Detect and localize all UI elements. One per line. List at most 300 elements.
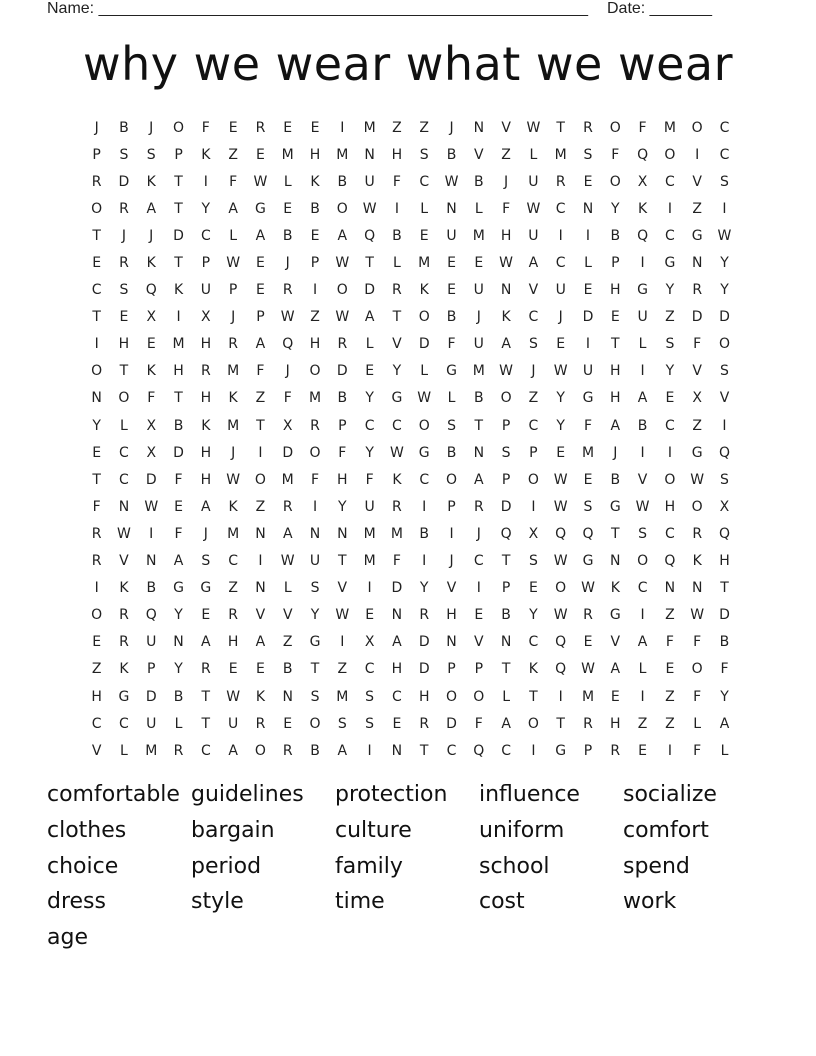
grid-letter: O: [309, 363, 321, 380]
grid-letter: R: [91, 525, 102, 542]
grid-letter: I: [722, 417, 727, 434]
grid-letter: B: [446, 146, 457, 163]
grid-letter: H: [391, 661, 403, 678]
grid-letter: X: [528, 525, 539, 542]
grid-letter: W: [280, 553, 295, 570]
grid-letter: Y: [419, 580, 429, 597]
grid-letter: R: [200, 661, 211, 678]
grid-letter: Q: [637, 227, 649, 244]
grid-letter: B: [419, 525, 430, 542]
grid-letter: N: [500, 282, 512, 299]
grid-letter: O: [173, 119, 185, 136]
grid-letter: A: [364, 309, 375, 326]
grid-letter: P: [583, 742, 593, 759]
grid-letter: E: [310, 227, 320, 244]
grid-letter: N: [255, 580, 266, 597]
grid-letter: P: [338, 417, 347, 434]
grid-letter: R: [119, 607, 129, 624]
grid-letter: T: [419, 742, 429, 759]
grid-letter: T: [201, 715, 211, 732]
grid-letter: E: [365, 607, 375, 624]
grid-letter: Q: [145, 282, 157, 299]
grid-letter: I: [667, 200, 672, 217]
grid-letter: R: [282, 498, 293, 515]
grid-row: [83, 412, 743, 439]
grid-letter: S: [583, 146, 593, 163]
grid-letter: J: [94, 119, 99, 136]
grid-letter: G: [309, 634, 321, 651]
grid-letter: F: [693, 688, 702, 705]
grid-letter: F: [147, 390, 156, 407]
grid-letter: G: [664, 255, 676, 272]
grid-letter: V: [501, 119, 511, 136]
grid-letter: A: [528, 255, 539, 272]
grid-letter: I: [640, 688, 645, 705]
grid-letter: N: [255, 525, 266, 542]
grid-letter: G: [637, 282, 649, 299]
grid-letter: Q: [637, 146, 649, 163]
grid-letter: F: [638, 119, 647, 136]
grid-letter: L: [720, 742, 729, 759]
grid-letter: M: [554, 146, 567, 163]
grid-letter: P: [474, 661, 484, 678]
grid-letter: H: [391, 146, 403, 163]
grid-letter: H: [91, 688, 102, 705]
grid-letter: H: [500, 227, 512, 244]
grid-letter: O: [664, 471, 676, 488]
grid-letter: I: [640, 444, 645, 461]
grid-letter: L: [638, 661, 647, 678]
grid-letter: N: [691, 580, 703, 597]
grid-letter: B: [173, 688, 184, 705]
grid-letter: R: [583, 715, 593, 732]
grid-letter: T: [474, 417, 484, 434]
grid-letter: H: [719, 553, 730, 570]
grid-letter: R: [119, 634, 129, 651]
grid-letter: E: [583, 634, 593, 651]
grid-letter: Z: [337, 661, 348, 678]
grid-letter: R: [392, 498, 402, 515]
grid-letter: U: [555, 282, 566, 299]
grid-letter: K: [173, 282, 184, 299]
grid-letter: O: [664, 146, 676, 163]
grid-letter: V: [637, 471, 648, 488]
grid-letter: L: [229, 227, 238, 244]
grid-letter: P: [447, 498, 456, 515]
grid-letter: S: [119, 282, 129, 299]
grid-row: [83, 249, 743, 276]
grid-letter: F: [229, 173, 238, 190]
grid-letter: X: [146, 417, 157, 434]
grid-letter: S: [365, 715, 375, 732]
grid-letter: F: [201, 119, 210, 136]
grid-letter: S: [119, 146, 129, 163]
grid-letter: E: [365, 363, 375, 380]
grid-letter: E: [447, 282, 456, 299]
grid-row: [83, 466, 743, 493]
grid-letter: V: [692, 363, 702, 380]
grid-letter: I: [149, 525, 154, 542]
grid-letter: S: [720, 471, 729, 488]
grid-letter: A: [228, 742, 238, 759]
grid-letter: Z: [255, 390, 266, 407]
grid-row: [83, 277, 743, 304]
grid-letter: K: [528, 661, 538, 678]
grid-letter: U: [146, 715, 157, 732]
grid-row: [83, 548, 743, 575]
grid-letter: X: [719, 498, 730, 515]
grid-letter: O: [118, 390, 130, 407]
word-bank-item: guidelines: [191, 782, 304, 807]
word-bank-item: choice: [47, 853, 119, 879]
grid-letter: G: [582, 390, 594, 407]
grid-letter: J: [449, 553, 454, 570]
grid-letter: Q: [500, 525, 512, 542]
grid-letter: M: [227, 417, 240, 434]
grid-letter: C: [473, 553, 484, 570]
grid-letter: O: [336, 200, 348, 217]
grid-letter: W: [253, 173, 268, 190]
grid-letter: I: [367, 580, 372, 597]
grid-letter: L: [693, 715, 702, 732]
grid-letter: S: [201, 553, 211, 570]
grid-letter: B: [146, 580, 157, 597]
grid-letter: Z: [310, 309, 320, 326]
grid-letter: R: [173, 742, 184, 759]
grid-letter: W: [226, 688, 241, 705]
grid-letter: A: [474, 471, 484, 488]
grid-letter: G: [609, 498, 621, 515]
grid-letter: Y: [174, 661, 183, 678]
grid-letter: T: [174, 255, 183, 272]
grid-letter: I: [558, 227, 563, 244]
grid-letter: P: [529, 444, 538, 461]
grid-letter: D: [691, 309, 703, 326]
grid-letter: A: [337, 742, 348, 759]
grid-letter: D: [336, 363, 348, 380]
grid-letter: H: [200, 336, 212, 353]
word-bank-item: influence: [479, 782, 580, 807]
grid-letter: A: [146, 200, 157, 217]
grid-letter: R: [228, 607, 238, 624]
grid-letter: E: [256, 146, 265, 163]
grid-letter: R: [119, 200, 129, 217]
grid-letter: H: [200, 444, 212, 461]
grid-letter: I: [176, 309, 181, 326]
grid-letter: J: [476, 309, 481, 326]
grid-letter: C: [392, 688, 402, 705]
grid-letter: Z: [665, 688, 675, 705]
grid-letter: F: [720, 661, 729, 678]
grid-letter: I: [367, 742, 372, 759]
grid-letter: B: [310, 742, 320, 759]
name-field-label: Name: _______________________________________________________: [47, 0, 588, 17]
grid-letter: R: [119, 255, 129, 272]
grid-letter: S: [638, 525, 648, 542]
grid-letter: L: [638, 336, 647, 353]
grid-letter: R: [282, 742, 293, 759]
grid-letter: C: [719, 119, 730, 136]
word-bank-item: cost: [479, 889, 525, 915]
grid-row: [83, 439, 743, 466]
grid-letter: Y: [720, 688, 729, 705]
grid-letter: Y: [392, 363, 402, 380]
grid-letter: M: [363, 525, 376, 542]
grid-letter: Z: [665, 715, 675, 732]
grid-letter: I: [558, 688, 563, 705]
grid-letter: L: [283, 580, 292, 597]
grid-letter: U: [637, 309, 648, 326]
grid-letter: N: [118, 498, 130, 515]
grid-letter: X: [692, 390, 702, 407]
puzzle-title: why we wear what we wear: [82, 37, 733, 91]
grid-letter: F: [583, 417, 593, 434]
grid-letter: T: [92, 227, 101, 244]
grid-letter: E: [283, 119, 293, 136]
grid-letter: E: [474, 255, 484, 272]
grid-letter: C: [91, 282, 102, 299]
grid-letter: U: [364, 173, 375, 190]
grid-letter: W: [690, 607, 705, 624]
grid-letter: P: [256, 309, 265, 326]
grid-letter: M: [145, 742, 158, 759]
grid-letter: D: [719, 607, 730, 624]
grid-letter: A: [255, 227, 266, 244]
grid-letter: P: [501, 580, 511, 597]
grid-letter: I: [394, 200, 399, 217]
grid-letter: I: [258, 444, 263, 461]
grid-letter: R: [337, 336, 348, 353]
grid-letter: W: [117, 525, 131, 542]
grid-letter: D: [118, 173, 130, 190]
grid-letter: A: [228, 200, 238, 217]
grid-letter: H: [118, 336, 130, 353]
grid-letter: G: [118, 688, 130, 705]
grid-letter: M: [336, 688, 349, 705]
grid-letter: O: [527, 715, 539, 732]
grid-letter: B: [610, 471, 621, 488]
grid-letter: R: [583, 119, 593, 136]
grid-letter: A: [610, 661, 621, 678]
grid-letter: D: [173, 227, 184, 244]
grid-letter: R: [91, 173, 102, 190]
grid-letter: L: [420, 200, 429, 217]
word-bank-item: clothes: [47, 817, 127, 843]
grid-letter: D: [282, 444, 294, 461]
word-bank-item: time: [335, 889, 385, 915]
grid-letter: U: [200, 282, 211, 299]
grid-letter: C: [419, 173, 430, 190]
grid-letter: S: [720, 363, 729, 380]
grid-letter: R: [419, 715, 430, 732]
grid-letter: W: [280, 309, 295, 326]
grid-letter: L: [120, 742, 128, 759]
grid-letter: U: [446, 227, 457, 244]
grid-letter: O: [473, 688, 485, 705]
grid-letter: F: [447, 336, 456, 353]
word-bank-item: family: [335, 853, 403, 879]
grid-letter: X: [364, 634, 375, 651]
grid-letter: V: [446, 580, 457, 597]
grid-letter: M: [336, 146, 349, 163]
grid-row: [83, 602, 743, 629]
grid-row: [83, 168, 743, 195]
grid-letter: F: [392, 553, 401, 570]
grid-letter: C: [200, 227, 211, 244]
grid-letter: I: [585, 227, 591, 244]
grid-letter: L: [120, 417, 128, 434]
grid-letter: V: [337, 580, 348, 597]
grid-letter: C: [119, 715, 129, 732]
grid-letter: E: [228, 661, 238, 678]
grid-letter: O: [718, 336, 730, 353]
word-bank-item: dress: [47, 889, 106, 915]
grid-letter: E: [228, 119, 238, 136]
grid-letter: S: [310, 580, 320, 597]
grid-letter: T: [174, 200, 183, 217]
grid-letter: N: [473, 119, 485, 136]
grid-letter: D: [719, 309, 730, 326]
word-bank-item: work: [623, 889, 677, 915]
grid-letter: O: [637, 553, 649, 570]
grid-letter: E: [283, 200, 293, 217]
grid-letter: I: [722, 200, 727, 217]
grid-letter: W: [690, 471, 705, 488]
grid-letter: T: [119, 363, 129, 380]
grid-letter: F: [338, 444, 347, 461]
grid-letter: W: [144, 498, 159, 515]
grid-letter: I: [312, 498, 318, 515]
grid-letter: H: [337, 471, 348, 488]
grid-letter: J: [149, 227, 154, 244]
grid-letter: M: [281, 471, 294, 488]
grid-letter: F: [310, 471, 320, 488]
grid-letter: D: [500, 498, 512, 515]
grid-letter: M: [363, 119, 376, 136]
grid-letter: D: [391, 580, 403, 597]
grid-letter: E: [556, 444, 566, 461]
grid-letter: J: [449, 119, 454, 136]
grid-letter: E: [447, 255, 456, 272]
grid-letter: V: [392, 336, 402, 353]
grid-letter: H: [418, 688, 430, 705]
grid-letter: Q: [364, 227, 376, 244]
grid-letter: M: [472, 363, 485, 380]
grid-letter: K: [255, 688, 266, 705]
word-bank-item: culture: [335, 817, 412, 843]
grid-letter: E: [583, 471, 593, 488]
grid-letter: K: [201, 146, 211, 163]
grid-letter: E: [392, 715, 402, 732]
grid-letter: F: [92, 498, 101, 515]
grid-letter: B: [337, 173, 348, 190]
grid-letter: W: [499, 363, 514, 380]
grid-letter: V: [282, 607, 293, 624]
grid-letter: T: [720, 580, 729, 597]
grid-letter: U: [228, 715, 239, 732]
grid-letter: G: [446, 363, 457, 380]
grid-letter: C: [528, 417, 539, 434]
grid-letter: G: [609, 607, 621, 624]
grid-letter: B: [637, 417, 648, 434]
grid-letter: K: [637, 200, 648, 217]
grid-letter: F: [174, 525, 183, 542]
grid-letter: R: [419, 607, 430, 624]
grid-letter: C: [664, 525, 675, 542]
grid-letter: F: [502, 200, 511, 217]
grid-letter: B: [474, 390, 484, 407]
grid-letter: P: [310, 255, 320, 272]
grid-letter: K: [419, 282, 429, 299]
grid-row: [83, 385, 743, 412]
grid-letter: C: [228, 553, 239, 570]
grid-letter: F: [693, 336, 702, 353]
letter-grid: [83, 114, 743, 764]
grid-letter: A: [255, 634, 266, 651]
grid-letter: Z: [228, 580, 238, 597]
grid-letter: U: [528, 227, 539, 244]
grid-letter: W: [526, 200, 541, 217]
grid-letter: Y: [310, 607, 320, 624]
grid-letter: I: [94, 580, 99, 597]
grid-row: [83, 493, 743, 520]
grid-letter: W: [226, 255, 241, 272]
grid-letter: O: [336, 282, 348, 299]
grid-letter: Z: [501, 146, 511, 163]
grid-letter: C: [637, 580, 648, 597]
grid-letter: I: [695, 146, 700, 163]
grid-letter: Q: [473, 742, 485, 759]
grid-letter: T: [92, 471, 101, 488]
grid-letter: A: [719, 715, 730, 732]
grid-letter: I: [667, 742, 672, 759]
grid-letter: L: [393, 255, 401, 272]
grid-letter: Z: [665, 309, 675, 326]
grid-letter: N: [500, 634, 512, 651]
grid-letter: E: [556, 336, 566, 353]
grid-letter: O: [418, 417, 430, 434]
grid-letter: N: [91, 390, 102, 407]
grid-row: [83, 358, 743, 385]
grid-letter: J: [203, 525, 208, 542]
grid-letter: F: [693, 742, 702, 759]
grid-letter: J: [531, 363, 536, 380]
grid-letter: Z: [528, 390, 539, 407]
grid-letter: Q: [555, 634, 567, 651]
grid-letter: K: [501, 309, 511, 326]
grid-letter: J: [231, 309, 236, 326]
grid-letter: G: [200, 580, 212, 597]
grid-letter: L: [174, 715, 183, 732]
grid-letter: W: [635, 498, 650, 515]
grid-letter: T: [501, 661, 511, 678]
grid-letter: I: [340, 634, 345, 651]
grid-letter: G: [691, 227, 703, 244]
grid-letter: K: [146, 255, 156, 272]
grid-letter: G: [691, 444, 703, 461]
grid-letter: Z: [637, 715, 648, 732]
grid-row: [83, 304, 743, 331]
grid-row: [83, 656, 743, 683]
grid-letter: X: [146, 444, 157, 461]
grid-letter: T: [392, 309, 402, 326]
grid-letter: M: [227, 363, 240, 380]
grid-letter: K: [146, 363, 156, 380]
grid-letter: N: [309, 525, 321, 542]
grid-letter: O: [609, 173, 621, 190]
grid-letter: S: [337, 715, 347, 732]
grid-letter: M: [581, 688, 595, 705]
